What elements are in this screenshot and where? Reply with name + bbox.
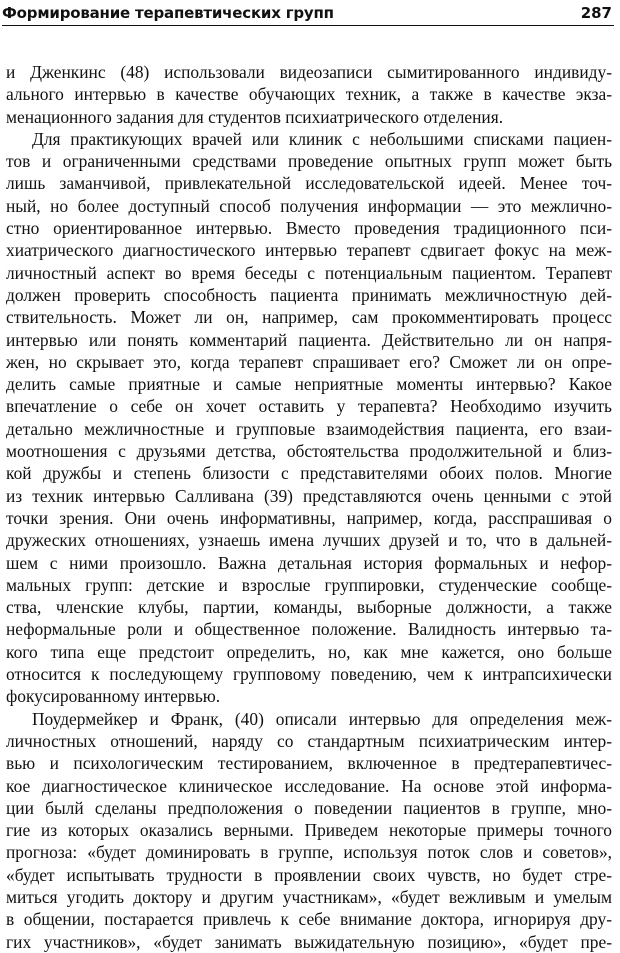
text-line: ции былй сделаны предположения о поведении пациентов в группе, мно- <box>6 797 612 818</box>
text-line: фокусированному интервью. <box>6 686 221 707</box>
text-line: менационного задания для студентов психиатрического отделения. <box>6 106 504 127</box>
running-header <box>2 2 614 26</box>
text-line: и Дженкинс (48) использовали видеозаписи сымитированного индивиду- <box>6 62 612 82</box>
text-line: точки зрения. Они очень информативны, например, когда, расспрашивая о <box>6 507 612 528</box>
page-number: 287 <box>580 4 612 22</box>
text-line: «будет испытывать трудности в проявлении своих чувств, но будет стре- <box>6 864 612 885</box>
text-line: ства, членские клубы, партии, команды, выборные должности, а также <box>6 597 612 618</box>
text-line: кого типа еще предстоит определить, но, как мне кажется, оно больше <box>6 641 612 662</box>
text-line: мальных групп: детские и взрослые группировки, студенческие сообще- <box>6 574 612 595</box>
text-line: кой дружбы и степень близости с представителями обоих полов. Многие <box>6 463 612 484</box>
text-line: интервью или понять комментарий пациента. Действительно ли он напря- <box>6 329 612 350</box>
text-line: прогноза: «будет доминировать в группе, используя поток слов и советов», <box>6 842 612 863</box>
text-line: из техник интервью Салливана (39) представляются очень ценными с этой <box>6 485 612 506</box>
text-line: дружеских отношениях, узнаешь имена лучших друзей и то, что в дальней- <box>6 530 612 551</box>
text-line: должен проверить способность пациента принимать межличностную дей- <box>6 284 612 305</box>
text-line: тов и ограниченными средствами проведение опытных групп может быть <box>6 151 612 172</box>
text-line: миться угодить доктору и другим участникам», «будет вежливым и умелым <box>6 886 612 907</box>
text-line: личностных отношений, наряду со стандартным психиатрическим интер- <box>6 730 612 751</box>
text-line: жен, но скрывает это, когда терапевт спрашивает его? Сможет ли он опре- <box>6 351 612 372</box>
text-line: детально межличностные и групповые взаимодействия пациента, его взаи- <box>6 418 612 439</box>
text-line: гие из которых оказались верными. Приведем некоторые примеры точного <box>6 820 612 841</box>
text-line: Для практикующих врачей или клиник с небольшими списками пациен- <box>32 128 612 149</box>
text-line: Поудермейкер и Франк, (40) описали интервью для определения меж- <box>32 708 612 729</box>
text-line: делить самые приятные и самые неприятные моменты интервью? Какое <box>6 374 612 395</box>
text-line: вью и психологическим тестированием, включенное в предтерапевтичес- <box>6 753 612 774</box>
body-text <box>6 61 612 953</box>
text-line: ствительность. Может ли он, например, сам прокомментировать процесс <box>6 307 612 328</box>
text-line: стно ориентированное интервью. Вместо проведения традиционного пси- <box>6 218 612 239</box>
text-line: шем с ними произошло. Важна детальная история формальных и нефор- <box>6 552 612 573</box>
text-line: кое диагностическое клиническое исследование. На основе этой информа- <box>6 775 612 796</box>
paragraph <box>6 708 612 953</box>
paragraph <box>6 61 612 128</box>
text-line: относится к последующему групповому поведению, чем к интрапсихически <box>6 664 612 685</box>
text-line: лишь заманчивой, привлекательной исследовательской идеей. Менее точ- <box>6 173 612 194</box>
text-line: ный, но более доступный способ получения информации — это межлично- <box>6 195 612 216</box>
text-line: личностный аспект во время беседы с потенциальным пациентом. Терапевт <box>6 262 612 283</box>
text-line: гих участников», «будет занимать выжидательную позицию», «будет пре- <box>6 931 612 952</box>
text-line: в общении, постарается привлечь к себе внимание доктора, игнорируя дру- <box>6 909 612 930</box>
paragraph <box>6 128 612 708</box>
chapter-title: Формирование терапевтических групп <box>2 4 334 22</box>
text-line: хиатрического диагностического интервью терапевт сдвигает фокус на меж- <box>6 240 612 261</box>
text-line: ального интервью в качестве обучающих техник, а также в качестве экза- <box>6 84 612 105</box>
text-line: моотношения с друзьями детства, обстоятельства продолжительной и близ- <box>6 441 612 462</box>
text-line: впечатление о себе он хочет оставить у терапевта? Необходимо изучить <box>6 396 612 417</box>
text-line: неформальные роли и общественное положение. Валидность интервью та- <box>6 619 612 640</box>
